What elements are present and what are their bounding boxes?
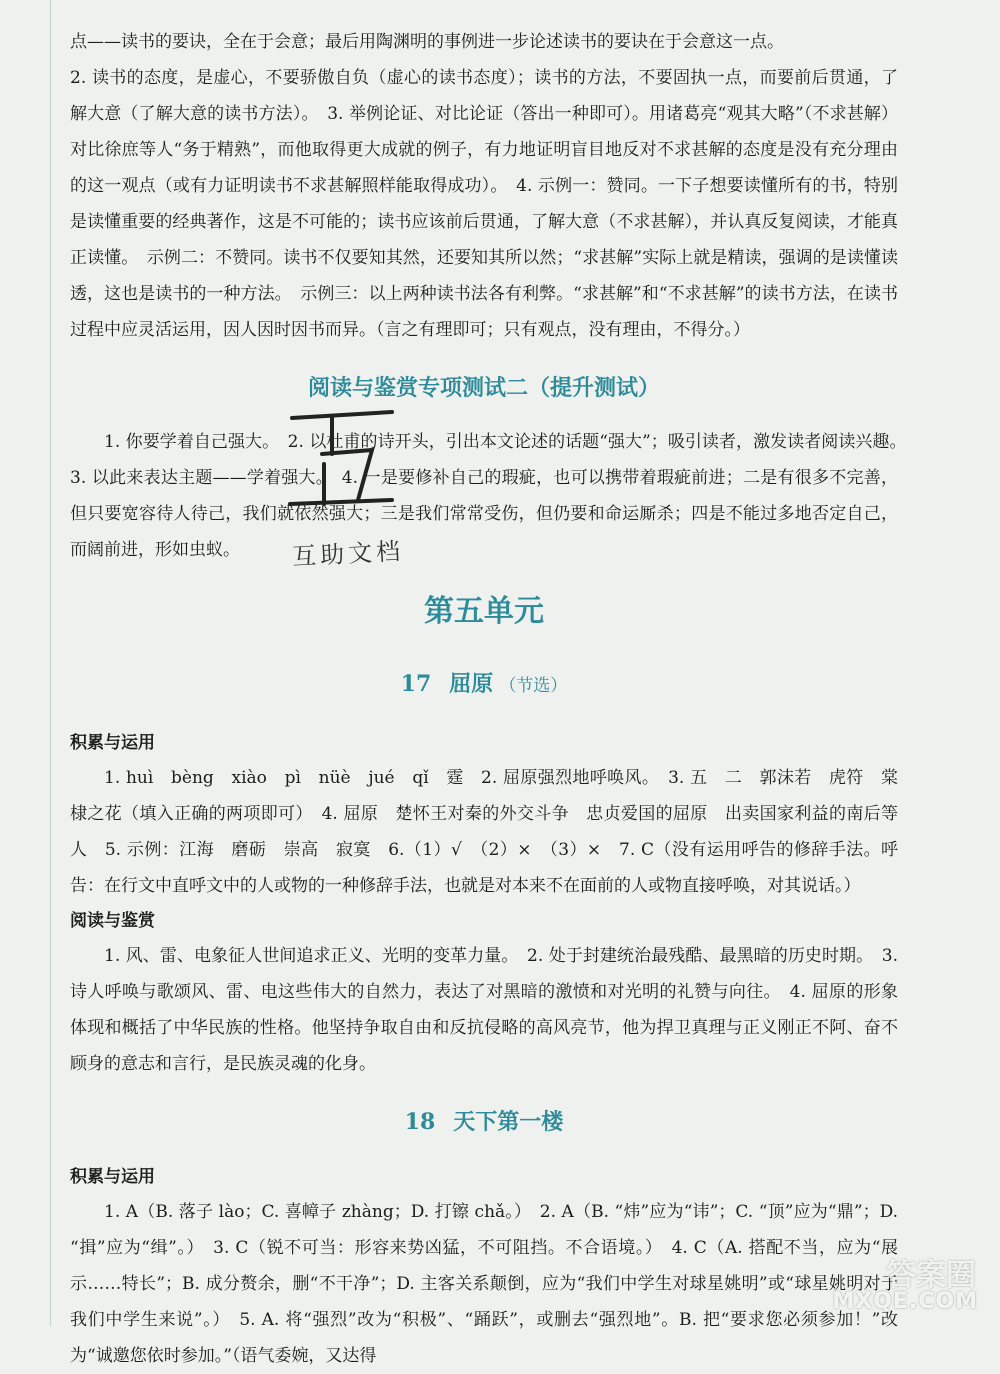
lesson-name: 天下第一楼 [453,1109,564,1135]
lesson-name: 屈原 [449,671,494,697]
paragraph-answers-2-4: 2. 读书的态度，是虚心，不要骄傲自负（虚心的读书态度）；读书的方法，不要固执一点，而要前后贯通，了解大意（了解大意的读书方法）。 3. 举例论证、对比论证（答出一种即可）。用诸葛亮“观其大略”（不求甚解）对比徐庶等人“务于精熟”，而他取得更大成就的例子，有力地证明盲目地反对不求甚解的态度是没有充分理由的这一观点（或有力证明读书不求甚解照样能取得成功）。 4. 示例一：赞同。一下子想要读懂所有的书，特别是读懂重要的经典著作，这是不可能的；读书应该前后贯通，了解大意（不求甚解），并认真反复阅读，才能真正读懂。 示例二：不赞同。读书不仅要知其然，还要知其所以然；“求甚解”实际上就是精读，强调的是读懂读透，这也是读书的一种方法。 示例三：以上两种读书法各有利弊。“求甚解”和“不求甚解”的读书方法，在读书过程中应灵活运用，因人因时因书而异。（言之有理即可；只有观点，没有理由，不得分。） [70,68,898,340]
lesson-subtitle: （节选） [499,676,568,696]
paragraph-continuation: 点——读书的要诀，全在于会意；最后用陶渊明的事例进一步论述读书的要诀在于会意这一点。 [70,32,784,52]
stamp-mark [262,404,472,594]
lesson-number: 17 [400,671,432,697]
unit-title: 第五单元 [424,594,544,629]
paragraph-lesson18-accumulation: 1. A（B. 落子 lào；C. 喜幛子 zhàng；D. 打镲 chǎ。） 2. A（B. “炜”应为“讳”；C. “顶”应为“鼎”；D. “揖”应为“缉”。） 3. C（锐不可当：形容来势凶猛，不可阻挡。不合语境。） 4. C（A. 搭配不当，应为“展示……特长”；B. 成分赘余，删“不干净”；D. 主客关系颠倒，应为“我们中学生对球星姚明”或“球星姚明对于我们中学生来说”。） 5. A. 将“强烈”改为“积极”、“踊跃”，或删去“强烈地”。B. 把“要求您必须参加！”改为“诚邀您依时参加。”（语气委婉，又达得 [70,1202,898,1366]
subheading-accumulation: 积累与运用 [70,733,155,753]
stamp-label: 互助文档 [291,537,405,571]
watermark [832,1258,992,1320]
paragraph-lesson17-accumulation: 1. huì bèng xiào pì nüè jué qǐ 霆 2. 屈原强烈地呼唤风。 3. 五 二 郭沫若 虎符 棠棣之花（填入正确的两项即可） 4. 屈原 楚怀王对秦的外交斗争 忠贞爱国的屈原 出卖国家利益的南后等人 5. 示例：江海 磨砺 崇高 寂寞 6.（1）√ （2）× （3）× 7. C（没有运用呼告的修辞手法。呼告：在行文中直呼文中的人或物的一种修辞手法，也就是对本来不在面前的人或物直接呼唤，对其说话。） [70,768,898,896]
subheading-reading: 阅读与鉴赏 [70,911,155,931]
lesson-number: 18 [404,1109,436,1135]
paragraph-lesson17-reading: 1. 风、雷、电象征人世间追求正义、光明的变革力量。 2. 处于封建统治最残酷、最黑暗的历史时期。 3. 诗人呼唤与歌颂风、雷、电这些伟大的自然力，表达了对黑暗的激愤和对光明的礼赞与向往。 4. 屈原的形象体现和概括了中华民族的性格。他坚持争取自由和反抗侵略的高风亮节，他为捍卫真理与正义刚正不阿、奋不顾身的意志和言行，是民族灵魂的化身。 [70,946,898,1074]
margin-line [50,0,51,1326]
section-title-reading-test-2: 阅读与鉴赏专项测试二（提升测试） [307,375,660,401]
watermark-logo: 答案圈 [886,1258,976,1293]
subheading-accumulation: 积累与运用 [70,1167,155,1187]
lesson-17-title [70,664,898,706]
watermark-url: MXQE.COM [832,1289,978,1314]
lesson-18-title [70,1102,898,1142]
paragraph-section2-answers: 1. 你要学着自己强大。 2. 以杜甫的诗开头，引出本文论述的话题“强大”；吸引读者，激发读者阅读兴趣。 3. 以此来表达主题——学着强大。 4. 一是要修补自己的瑕疵，也可以携带着瑕疵前进；二是有很多不完善，但只要宽容待人待己，我们就依然强大；三是我们常常受伤，但仍要和命运厮杀；四是不能过多地否定自己，而阔前进，形如虫蚁。 [70,432,915,560]
